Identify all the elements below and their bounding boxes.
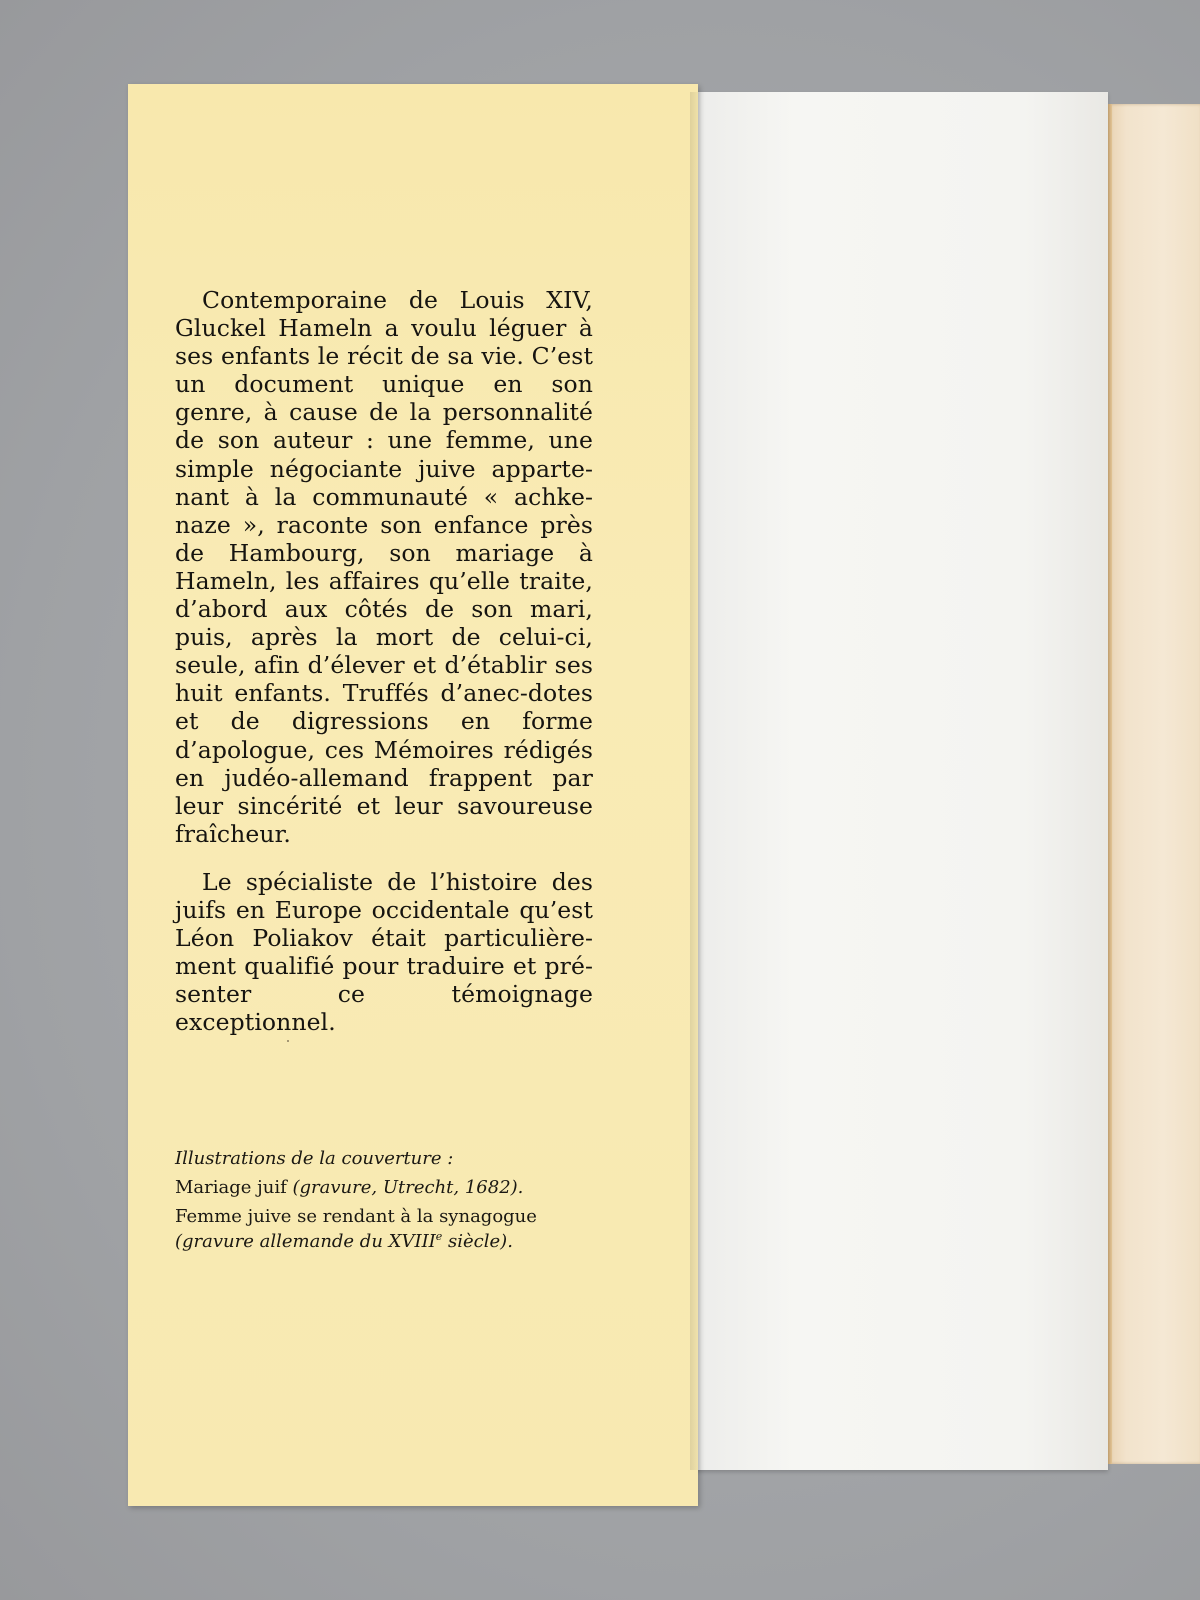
description-paragraph-1: Contemporaine de Louis XIV, Gluckel Hameln a voulu léguer à ses enfants le récit de sa vie. C’est un document unique en son genre, à cause de la personnalité de son auteur : une femme, une simple négociante juive apparte-nant à la communauté « achke-naze », raconte son enfance près de Hambourg, son mariage à Hameln, les affaires qu’elle traite, d’abord aux côtés de son mari, puis, après la mort de celui-ci, seule, afin d’élever et d’établir ses huit enfants. Truffés d’anec-dotes et de digressions en forme d’apologue, ces Mémoires rédigés en judéo-allemand frappent par leur sincérité et leur savoureuse fraîcheur. (175, 286, 593, 848)
credit-2-detail (175, 1229, 595, 1254)
flap-shadow (690, 92, 702, 1470)
paper-speck (287, 1040, 289, 1042)
credit-2-detail-pre: (gravure allemande du XVIII (175, 1231, 436, 1252)
cover-illustration-credits (175, 1146, 595, 1258)
credit-entry-1 (175, 1175, 595, 1200)
description-paragraph-2: Le spécialiste de l’histoire des juifs en Europe occidentale qu’est Léon Poliakov était particulière-ment qualifié pour traduire et pré-senter ce témoignage exceptionnel. (175, 867, 593, 1037)
credit-1-title: Mariage juif (175, 1177, 287, 1198)
credit-entry-2 (175, 1204, 595, 1254)
flap-description (175, 286, 593, 1036)
flyleaf-page (690, 92, 1108, 1470)
credit-2-detail-post: siècle). (442, 1231, 513, 1252)
back-cover-board (1108, 104, 1200, 1464)
credits-heading: Illustrations de la couverture : (175, 1148, 454, 1169)
credit-2-detail-sup: e (435, 1230, 443, 1243)
credit-2-title: Femme juive se rendant à la synagogue (175, 1206, 537, 1227)
credit-1-detail: (gravure, Utrecht, 1682). (292, 1177, 524, 1198)
